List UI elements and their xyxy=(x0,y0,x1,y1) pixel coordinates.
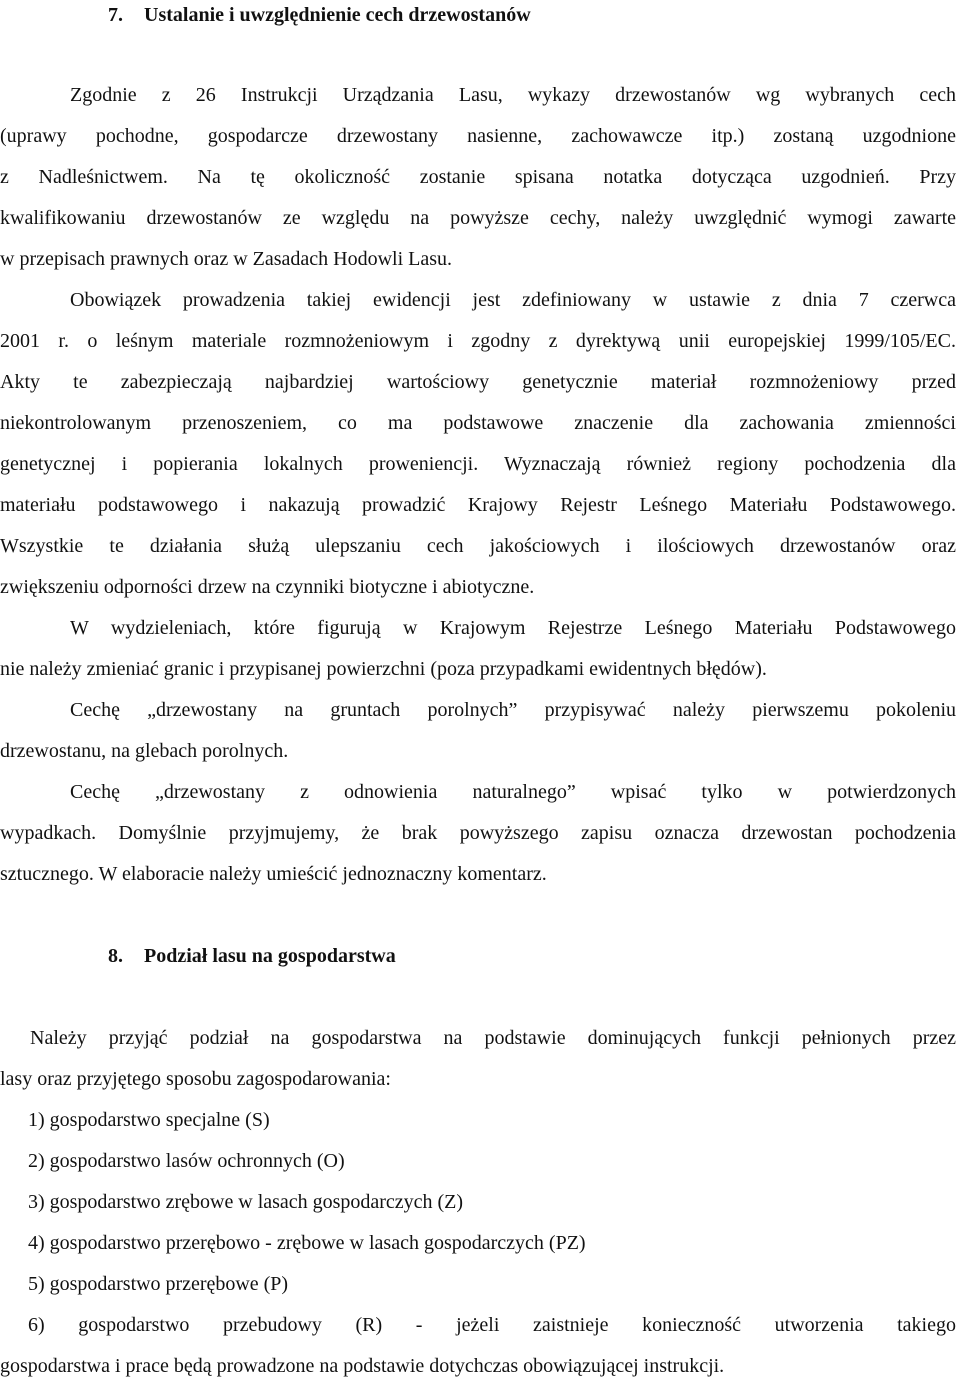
paragraph-line: Akty te zabezpieczają najbardziej wartościowy genetycznie materiał rozmnożeniowy przed xyxy=(0,371,956,393)
paragraph-line: Wszystkie te działania służą ulepszaniu cech jakościowych i ilościowych drzewostanów oraz xyxy=(0,535,956,557)
section-7-title: Ustalanie i uwzględnienie cech drzewostanów xyxy=(144,4,531,26)
paragraph-line: materiału podstawowego i nakazują prowadzić Krajowy Rejestr Leśnego Materiału Podstawowego. xyxy=(0,494,956,516)
list-item: 4) gospodarstwo przerębowo - zrębowe w lasach gospodarczych (PZ) xyxy=(28,1232,586,1254)
paragraph-line: 2001 r. o leśnym materiale rozmnożeniowym i zgodny z dyrektywą unii europejskiej 1999/105/EC. xyxy=(0,330,956,352)
paragraph-line: drzewostanu, na glebach porolnych. xyxy=(0,740,289,762)
list-item: 5) gospodarstwo przerębowe (P) xyxy=(28,1273,288,1295)
paragraph-line: Cechę „drzewostany na gruntach porolnych” przypisywać należy pierwszemu pokoleniu xyxy=(70,699,956,721)
section-8-title: Podział lasu na gospodarstwa xyxy=(144,945,396,967)
paragraph-line: wypadkach. Domyślnie przyjmujemy, że brak powyższego zapisu oznacza drzewostan pochodzenia xyxy=(0,822,956,844)
paragraph-line: kwalifikowaniu drzewostanów ze względu na powyższe cechy, należy uwzględnić wymogi zawarte xyxy=(0,207,956,229)
section-8-number: 8. xyxy=(108,945,123,967)
section-7-heading xyxy=(108,2,531,28)
section-7-number: 7. xyxy=(108,4,123,26)
paragraph-line: W wydzieleniach, które figurują w Krajowym Rejestrze Leśnego Materiału Podstawowego xyxy=(70,617,956,639)
paragraph-line: Zgodnie z 26 Instrukcji Urządzania Lasu, wykazy drzewostanów wg wybranych cech xyxy=(70,84,956,106)
paragraph-line: sztucznego. W elaboracie należy umieścić jednoznaczny komentarz. xyxy=(0,863,547,885)
paragraph-line: zwiększeniu odporności drzew na czynniki biotyczne i abiotyczne. xyxy=(0,576,535,598)
paragraph-line: lasy oraz przyjętego sposobu zagospodarowania: xyxy=(0,1068,391,1090)
list-item: 3) gospodarstwo zrębowe w lasach gospodarczych (Z) xyxy=(28,1191,463,1213)
paragraph-line: z Nadleśnictwem. Na tę okoliczność zostanie spisana notatka dotycząca uzgodnień. Przy xyxy=(0,166,956,188)
list-item: 2) gospodarstwo lasów ochronnych (O) xyxy=(28,1150,345,1172)
list-item: 1) gospodarstwo specjalne (S) xyxy=(28,1109,270,1131)
paragraph-line: gospodarstwa i prace będą prowadzone na podstawie dotychczas obowiązującej instrukcji. xyxy=(0,1355,725,1377)
paragraph-line: Obowiązek prowadzenia takiej ewidencji jest zdefiniowany w ustawie z dnia 7 czerwca xyxy=(70,289,956,311)
paragraph-line: nie należy zmieniać granic i przypisanej powierzchni (poza przypadkami ewidentnych błędów). xyxy=(0,658,767,680)
paragraph-line: Cechę „drzewostany z odnowienia naturalnego” wpisać tylko w potwierdzonych xyxy=(70,781,956,803)
paragraph-line: Należy przyjąć podział na gospodarstwa na podstawie dominujących funkcji pełnionych przez xyxy=(30,1027,956,1049)
paragraph-line: genetycznej i popierania lokalnych proweniencji. Wyznaczają również regiony pochodzenia dla xyxy=(0,453,956,475)
paragraph-line: niekontrolowanym przenoszeniem, co ma podstawowe znaczenie dla zachowania zmienności xyxy=(0,412,956,434)
paragraph-line: w przepisach prawnych oraz w Zasadach Hodowli Lasu. xyxy=(0,248,453,270)
section-8-heading xyxy=(108,943,396,969)
paragraph-line: (uprawy pochodne, gospodarcze drzewostany nasienne, zachowawcze itp.) zostaną uzgodnione xyxy=(0,125,956,147)
list-item: 6) gospodarstwo przebudowy (R) - jeżeli zaistnieje konieczność utworzenia takiego xyxy=(28,1314,956,1336)
